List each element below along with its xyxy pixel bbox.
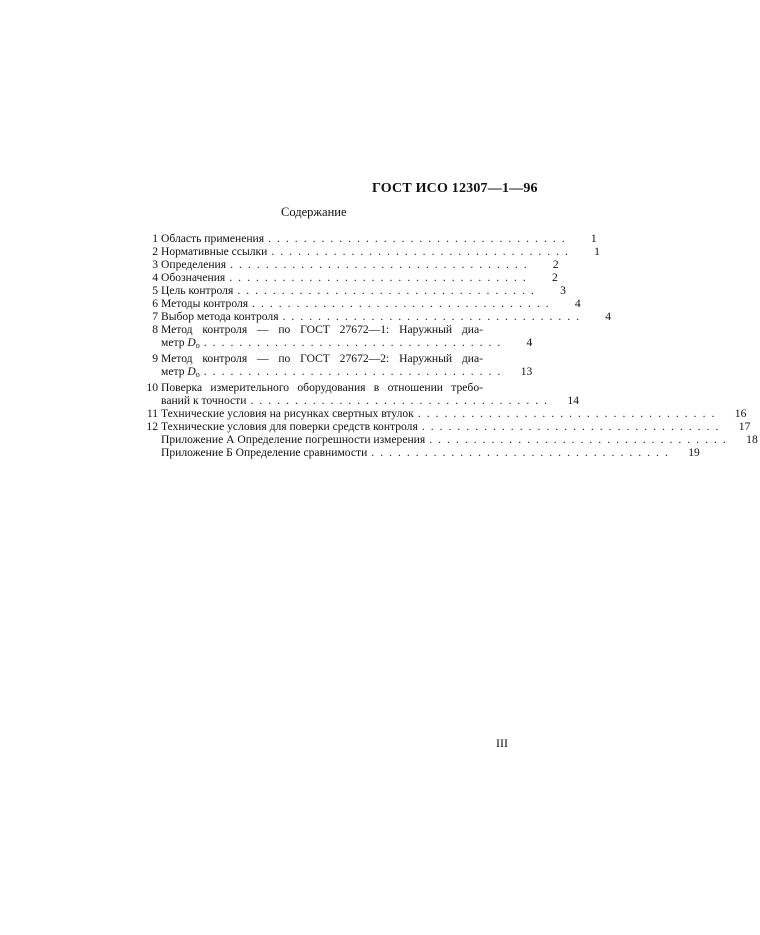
toc-item-number: 2 <box>152 245 158 258</box>
toc-leader-dots: .................................. <box>237 284 540 297</box>
toc-item[interactable] <box>138 284 566 297</box>
toc-item-page: 2 <box>552 271 558 284</box>
toc-leader-dots: .................................. <box>229 271 532 284</box>
toc-item-title: Цель контроля <box>161 284 234 297</box>
toc-leader-dots: .................................. <box>203 336 507 349</box>
toc-leader-dots: .................................. <box>429 433 732 446</box>
toc-item-page: 19 <box>688 446 700 459</box>
toc-item-page: 17 <box>738 420 751 433</box>
toc-item-title: Методы контроля <box>161 297 249 310</box>
toc-leader-dots: .................................. <box>421 420 725 433</box>
toc-item-number: 1 <box>152 232 158 245</box>
toc-item-page: 4 <box>574 297 581 310</box>
toc-item-number: 9 <box>152 352 158 365</box>
toc-item-title-line2: метр $D_о$ <box>161 336 200 350</box>
toc-item-title: Приложение Б Определение сравнимости <box>161 446 368 459</box>
toc-item-title: Обозначения <box>161 271 226 284</box>
toc-leader-dots: .................................. <box>417 407 721 420</box>
toc-item-number: 12 <box>146 420 158 433</box>
toc-leader-dots: .................................. <box>271 245 574 258</box>
toc-heading: Содержание <box>281 205 347 219</box>
document-code: ГОСТ ИСО 12307—1—96 <box>372 181 538 196</box>
toc-item-page: 3 <box>560 284 566 297</box>
toc-item-title: Нормативные ссылки <box>161 245 268 258</box>
toc-item[interactable] <box>138 232 597 245</box>
symbol-d: D <box>187 336 196 349</box>
toc-leader-dots: .................................. <box>203 365 507 378</box>
toc-item-title-line1: Метод контроля — по ГОСТ 27672—2: Наружный диа- <box>161 352 483 365</box>
toc-item[interactable] <box>138 297 581 310</box>
toc-item-number: 6 <box>152 297 158 310</box>
toc-item-title: Область применения <box>161 232 265 245</box>
symbol-subscript: о <box>195 370 200 379</box>
toc-item[interactable] <box>138 245 600 258</box>
toc-item-page: 2 <box>552 258 559 271</box>
toc-item-number: 11 <box>146 407 158 420</box>
toc-item-page: 18 <box>746 433 758 446</box>
toc-leader-dots: .................................. <box>252 297 555 310</box>
toc-item-title-line2: метр $D_о$ <box>161 365 200 379</box>
toc-item-page: 4 <box>526 336 533 349</box>
symbol-subscript: о <box>195 341 200 350</box>
page-number: III <box>496 736 508 750</box>
toc-leader-dots: .................................. <box>250 394 554 407</box>
toc-item-page: 16 <box>734 407 747 420</box>
toc-item-title: Определения <box>161 258 227 271</box>
toc-item-title: Выбор метода контроля <box>161 310 279 323</box>
toc-item-page: 1 <box>594 245 600 258</box>
toc-leader-dots: .................................. <box>282 310 586 323</box>
toc-item-page: 14 <box>567 394 580 407</box>
toc-leader-dots: .................................. <box>371 446 674 459</box>
toc-item-number: 3 <box>152 258 158 271</box>
symbol-d: D <box>187 365 196 378</box>
toc-item[interactable] <box>138 271 558 284</box>
toc-item-appendix-b[interactable] <box>138 446 700 459</box>
toc-item[interactable] <box>138 420 751 433</box>
toc-item[interactable] <box>138 352 533 381</box>
toc-leader-dots: .................................. <box>230 258 533 271</box>
toc-item-title-line1: Поверка измерительного оборудования в отношении требо- <box>161 381 483 394</box>
toc-item-number: 7 <box>152 310 158 323</box>
toc-item-page: 13 <box>520 365 533 378</box>
toc-item-title: Технические условия на рисунках свертных втулок <box>161 407 414 420</box>
toc-item[interactable] <box>138 310 612 323</box>
table-of-contents <box>138 232 758 459</box>
toc-item[interactable] <box>138 323 533 352</box>
toc-item[interactable] <box>138 258 559 271</box>
toc-item-title: Приложение А Определение погрешности измерения <box>161 433 426 446</box>
toc-item-page: 4 <box>605 310 612 323</box>
toc-item-number: 5 <box>152 284 158 297</box>
toc-item-title-line1: Метод контроля — по ГОСТ 27672—1: Наружный диа- <box>161 323 483 336</box>
toc-item[interactable] <box>138 407 747 420</box>
toc-item-number: 10 <box>146 381 158 394</box>
toc-item[interactable] <box>138 381 580 407</box>
toc-item-title-line2: ваний к точности <box>161 394 247 407</box>
toc-item-number: 4 <box>152 271 158 284</box>
toc-leader-dots: .................................. <box>268 232 571 245</box>
toc-item-page: 1 <box>590 232 597 245</box>
toc-item-number: 8 <box>152 323 158 336</box>
toc-item-appendix-a[interactable] <box>138 433 758 446</box>
toc-item-title: Технические условия для поверки средств контроля <box>161 420 418 433</box>
